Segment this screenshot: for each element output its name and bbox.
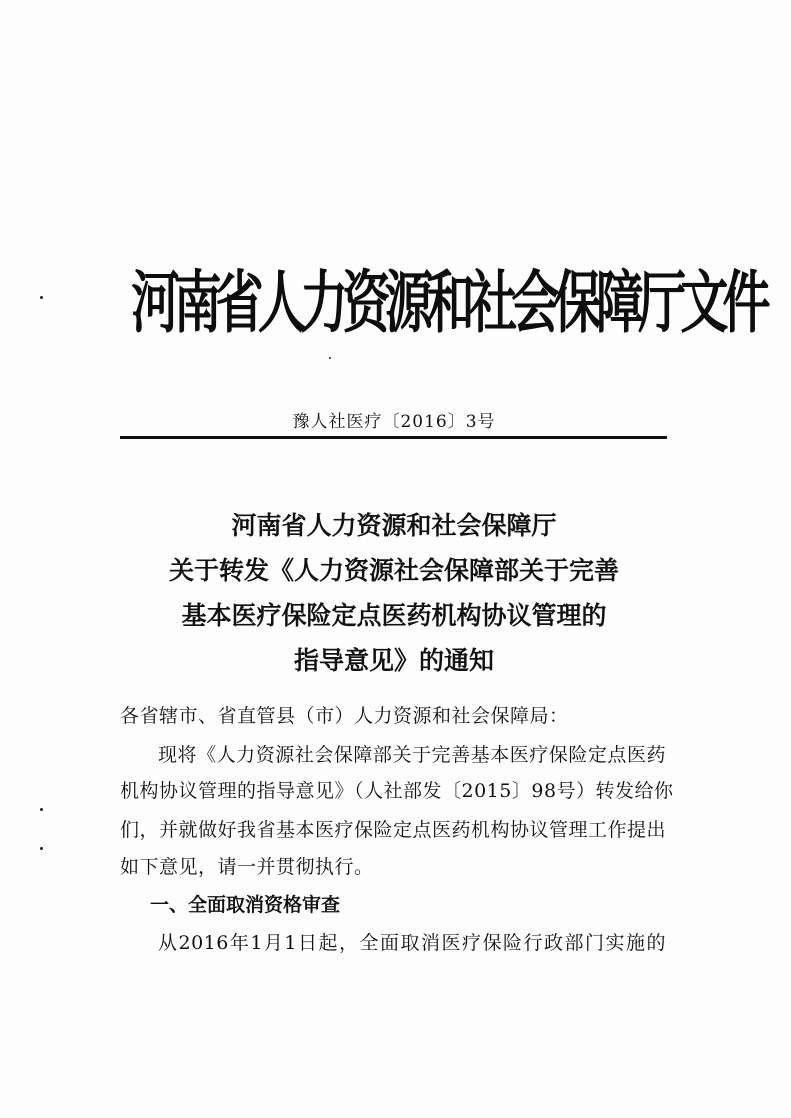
paragraph-line: 如下意见，请一并贯彻执行。 xyxy=(120,856,374,878)
paragraph-line: 从2016年1月1日起，全面取消医疗保险行政部门实施的 xyxy=(158,932,666,954)
document-number: 豫人社医疗〔2016〕3号 xyxy=(292,412,496,432)
paragraph-line: 现将《人力资源社会保障部关于完善基本医疗保险定点医药 xyxy=(158,744,666,766)
header-divider xyxy=(120,436,667,439)
notice-title-line-4: 指导意见》的通知 xyxy=(293,646,494,675)
notice-title-line-2: 关于转发《人力资源社会保障部关于完善 xyxy=(168,556,619,585)
scan-speck xyxy=(40,808,43,811)
masthead-title: 河南省人力资源和社会保障厅文件 xyxy=(131,263,765,343)
paragraph-line: 机构协议管理的指导意见》（人社部发〔2015〕98号）转发给你 xyxy=(120,780,674,802)
paragraph-line: 们，并就做好我省基本医疗保险定点医药机构协议管理工作提出 xyxy=(120,819,667,841)
notice-title-line-1: 河南省人力资源和社会保障厅 xyxy=(231,511,557,540)
scan-speck xyxy=(40,296,43,299)
notice-title-line-3: 基本医疗保险定点医药机构协议管理的 xyxy=(181,601,607,630)
addressee: 各省辖市、省直管县（市）人力资源和社会保障局： xyxy=(120,705,569,727)
section-heading: 一、全面取消资格审查 xyxy=(150,894,341,916)
scan-speck xyxy=(40,847,43,850)
